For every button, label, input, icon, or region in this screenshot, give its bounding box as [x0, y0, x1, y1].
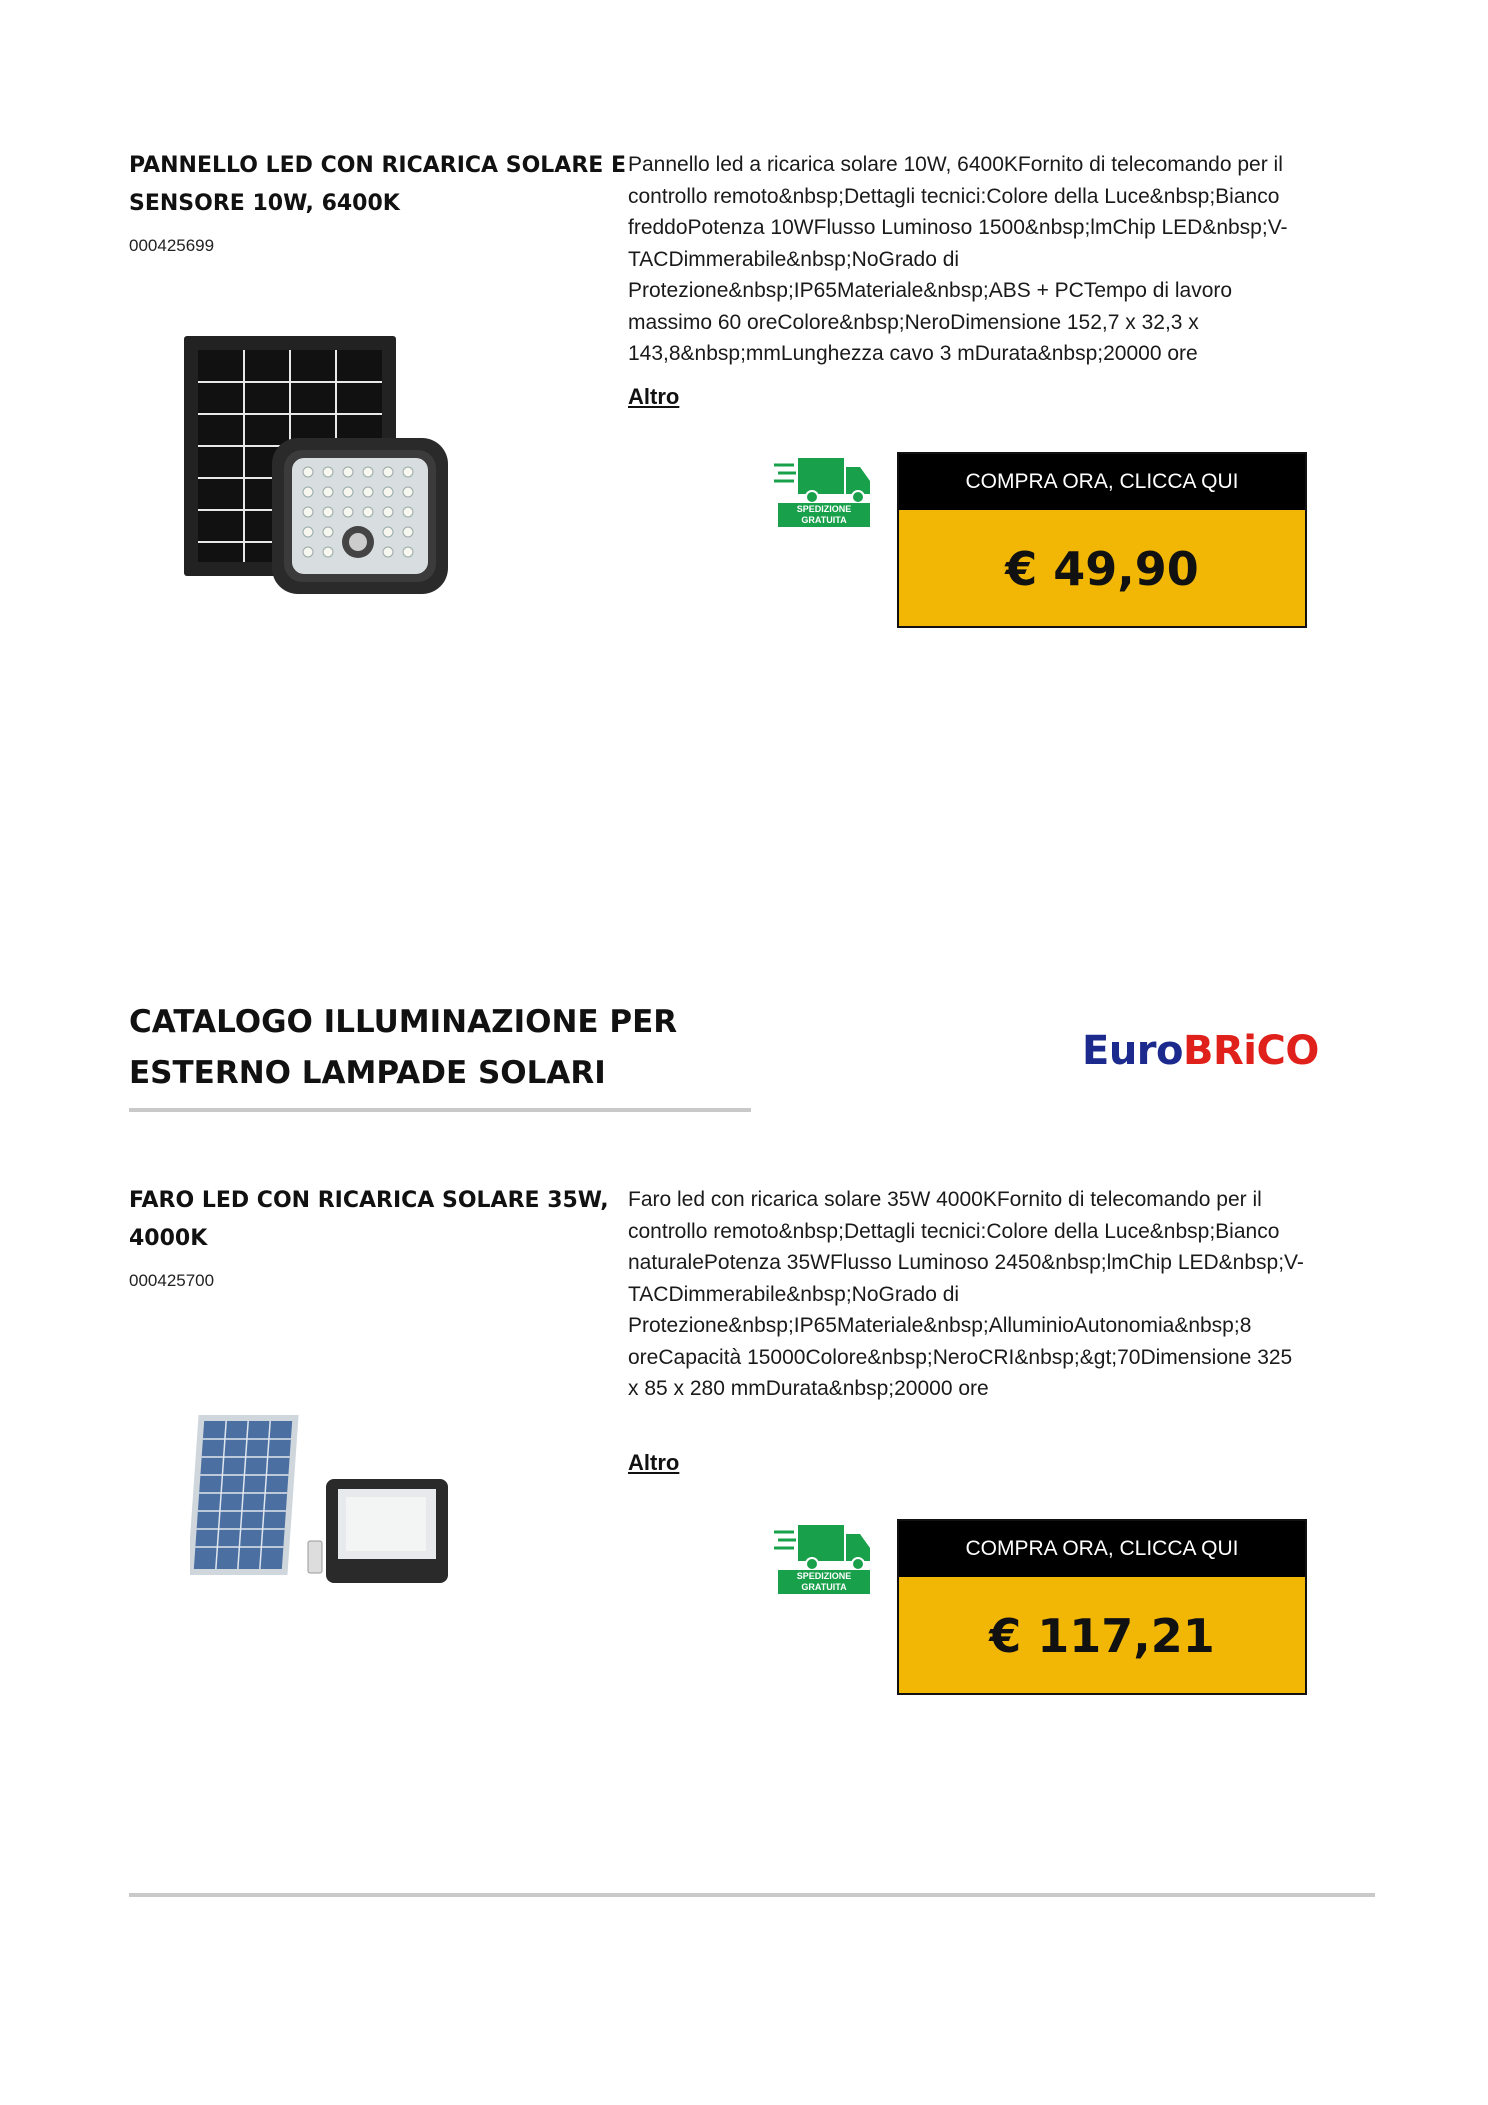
product-image — [190, 1395, 470, 1595]
more-link[interactable]: Altro — [628, 384, 680, 409]
buy-button[interactable] — [897, 452, 1307, 628]
price: € 117,21 — [989, 1609, 1215, 1663]
free-shipping-icon — [774, 1522, 874, 1596]
catalog-title: CATALOGO ILLUMINAZIONE PER ESTERNO LAMPADE SOLARI — [129, 1004, 678, 1091]
product-title: FARO LED CON RICARICA SOLARE 35W, 4000K — [129, 1188, 609, 1251]
buy-button[interactable] — [897, 1519, 1307, 1695]
buy-button-label: COMPRA ORA, CLICCA QUI — [899, 1521, 1305, 1577]
eurobrico-logo: EuroBRiCO — [1082, 1028, 1319, 1074]
price: € 49,90 — [1005, 542, 1199, 596]
product-description: Faro led con ricarica solare 35W 4000KFornito di telecomando per il controllo remoto&nbsp;Dettagli tecnici:Colore della Luce&nbsp;Bianco naturalePotenza 35WFlusso Luminoso 2450&nbsp;lmChip LED&nbsp;V-TACDimmerabile&nbsp;NoGrado di Protezione&nbsp;IP65Materiale&nbsp;AlluminioAutonomia&nbsp;8 oreCapacità 15000Colore&nbsp;NeroCRI&nbsp;&gt;70Dimensione 325 x 85 x 280 mmDurata&nbsp;20000 ore — [628, 1188, 1304, 1400]
product-image — [180, 330, 470, 600]
more-link[interactable]: Altro — [628, 1450, 680, 1475]
buy-button-label: COMPRA ORA, CLICCA QUI — [899, 454, 1305, 510]
product-code: 000425700 — [129, 1271, 215, 1290]
footer-divider — [129, 1893, 1375, 1897]
title-underline — [129, 1108, 751, 1112]
product-description: Pannello led a ricarica solare 10W, 6400KFornito di telecomando per il controllo remoto&nbsp;Dettagli tecnici:Colore della Luce&nbsp;Bianco freddoPotenza 10WFlusso Luminoso 1500&nbsp;lmChip LED&nbsp;V-TACDimmerabile&nbsp;NoGrado di Protezione&nbsp;IP65Materiale&nbsp;ABS + PCTempo di lavoro massimo 60 oreColore&nbsp;NeroDimensione 152,7 x 32,3 x 143,8&nbsp;mmLunghezza cavo 3 mDurata&nbsp;20000 ore — [628, 153, 1288, 365]
free-shipping-icon — [774, 455, 874, 529]
free-shipping-label: SPEDIZIONE GRATUITA — [796, 1571, 852, 1592]
free-shipping-label: SPEDIZIONE GRATUITA — [796, 504, 852, 525]
product-code: 000425699 — [129, 236, 215, 255]
product-title: PANNELLO LED CON RICARICA SOLARE E SENSORE 10W, 6400K — [129, 153, 626, 216]
